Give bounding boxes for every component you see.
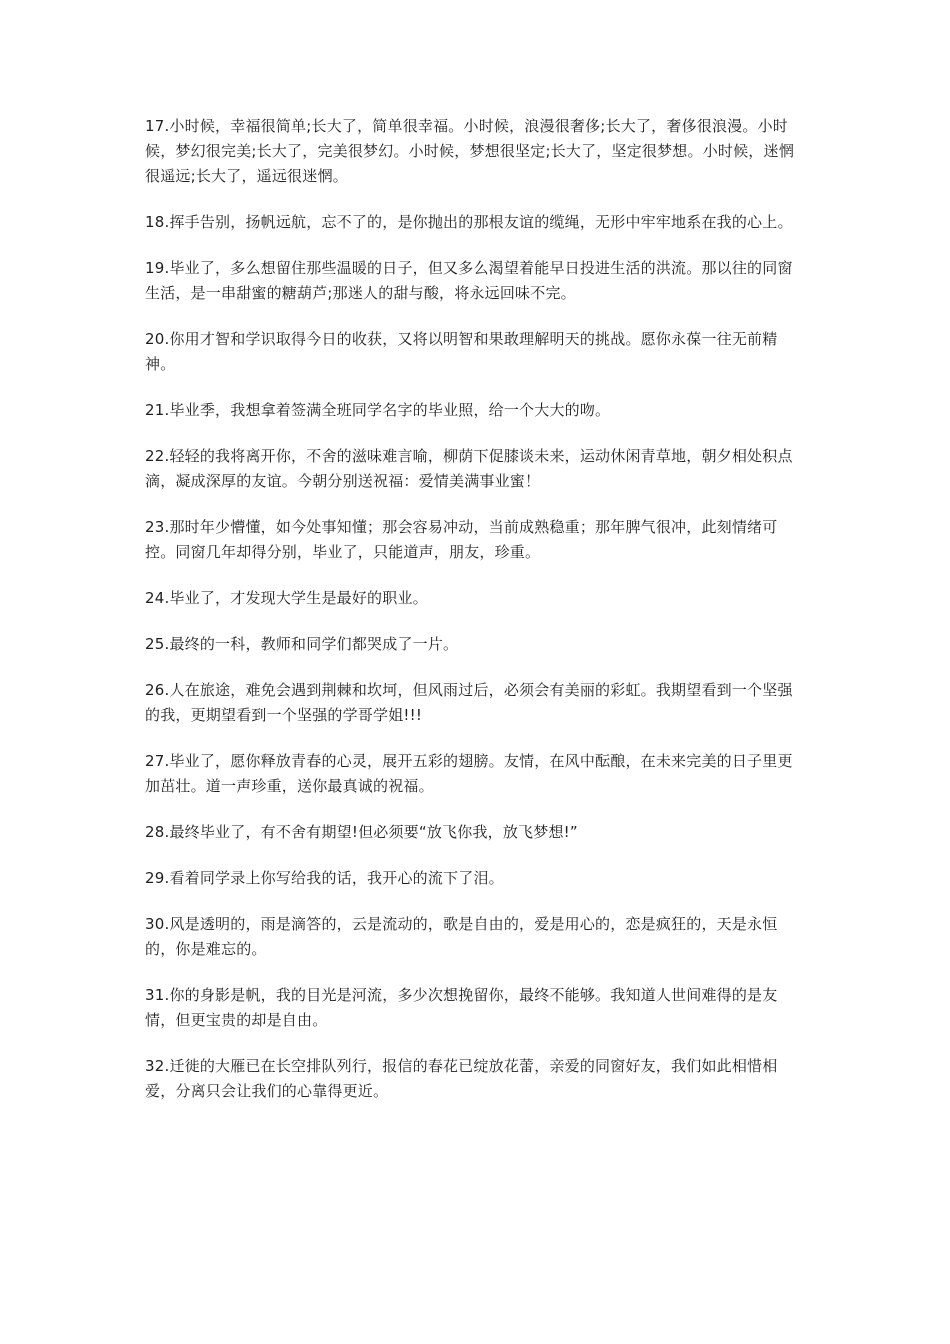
paragraph-27: 27.毕业了，愿你释放青春的心灵，展开五彩的翅膀。友情，在风中酝酿，在未来完美的日子里更加茁壮。道一声珍重，送你最真诚的祝福。 — [145, 752, 793, 795]
paragraph-31: 31.你的身影是帆，我的目光是河流，多少次想挽留你，最终不能够。我知道人世间难得的是友情，但更宝贵的却是自由。 — [145, 986, 778, 1029]
paragraph-20: 20.你用才智和学识取得今日的收获，又将以明智和果敢理解明天的挑战。愿你永葆一往无前精神。 — [145, 330, 778, 373]
paragraph-24: 24.毕业了，才发现大学生是最好的职业。 — [145, 589, 428, 607]
paragraph-22: 22.轻轻的我将离开你，不舍的滋味难言喻，柳荫下促膝谈未来，运动休闲青草地，朝夕相处积点滴，凝成深厚的友谊。今朝分别送祝福：爱情美满事业蜜！ — [145, 447, 793, 490]
paragraph-26: 26.人在旅途，难免会遇到荆棘和坎坷，但风雨过后，必须会有美丽的彩虹。我期望看到一个坚强的我，更期望看到一个坚强的学哥学姐!!! — [145, 681, 793, 724]
paragraph-19: 19.毕业了，多么想留住那些温暖的日子，但又多么渴望着能早日投进生活的洪流。那以往的同窗生活，是一串甜蜜的糖葫芦;那迷人的甜与酸，将永远回味不完。 — [145, 259, 793, 302]
paragraph-28: 28.最终毕业了，有不舍有期望!但必须要“放飞你我，放飞梦想!” — [145, 823, 578, 841]
paragraph-18: 18.挥手告别，扬帆远航，忘不了的，是你抛出的那根友谊的缆绳，无形中牢牢地系在我的心上。 — [145, 213, 793, 231]
paragraph-30: 30.风是透明的，雨是滴答的，云是流动的，歌是自由的，爱是用心的，恋是疯狂的，天是永恒的，你是难忘的。 — [145, 915, 778, 958]
paragraph-23: 23.那时年少懵懂，如今处事知懂；那会容易冲动，当前成熟稳重；那年脾气很冲，此刻情绪可控。同窗几年却得分别，毕业了，只能道声，朋友，珍重。 — [145, 518, 778, 561]
paragraph-25: 25.最终的一科，教师和同学们都哭成了一片。 — [145, 635, 459, 653]
paragraph-32: 32.迁徙的大雁已在长空排队列行，报信的春花已绽放花蕾，亲爱的同窗好友，我们如此相惜相爱，分离只会让我们的心靠得更近。 — [145, 1057, 778, 1100]
paragraph-29: 29.看着同学录上你写给我的话，我开心的流下了泪。 — [145, 869, 504, 887]
paragraph-17: 17.小时候，幸福很简单;长大了，简单很幸福。小时候，浪漫很奢侈;长大了，奢侈很浪漫。小时候，梦幻很完美;长大了，完美很梦幻。小时候，梦想很坚定;长大了，坚定很梦想。小时候，迷惘很遥远;长大了，遥远很迷惘。 — [145, 117, 794, 185]
paragraph-21: 21.毕业季，我想拿着签满全班同学名字的毕业照，给一个大大的吻。 — [145, 401, 611, 419]
document-body — [145, 114, 807, 1125]
